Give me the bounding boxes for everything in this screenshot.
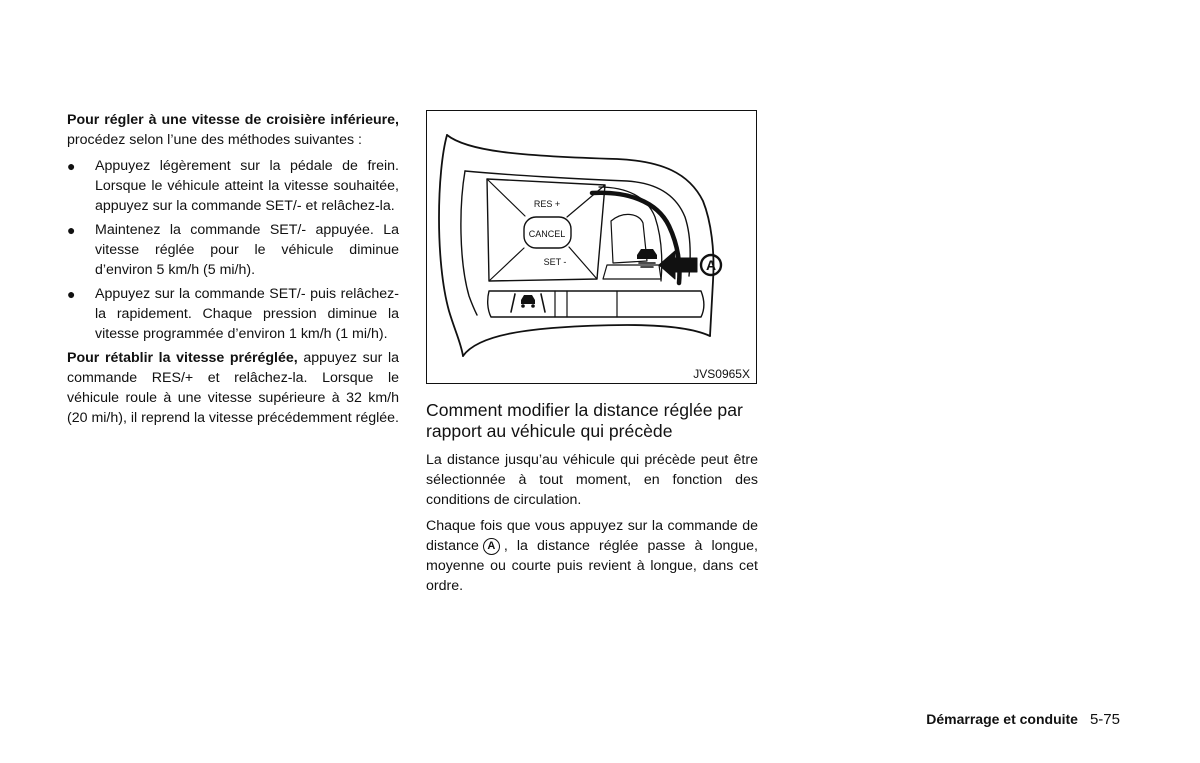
res-plus-label: RES + (533, 199, 561, 209)
list-item (67, 284, 399, 344)
footer-section-name: Démarrage et conduite (926, 711, 1078, 727)
resume-speed-text: appuyez sur la commande RES/+ et relâchez-la. Lorsque le véhicule roule à une vitesse supérieure à 32 km/h (20 mi/h), il reprend la vitesse précédemment réglée. (67, 350, 400, 426)
lower-speed-paragraph (67, 110, 399, 150)
bullet-icon: ● (67, 158, 76, 174)
distance-icon (637, 249, 657, 267)
steering-switch-figure (426, 110, 757, 384)
list-item-text: Maintenez la commande SET/- appuyée. La vitesse réglée pour le véhicule diminue d’environ 5 km/h (5 mi/h). (95, 222, 399, 278)
lower-speed-intro: procédez selon l’une des méthodes suivantes : (67, 132, 362, 148)
list-item (67, 156, 399, 216)
page-footer (820, 711, 1120, 728)
callout-a-label: A (705, 257, 717, 273)
distance-button-marker: A (483, 538, 500, 555)
method-list (67, 156, 399, 344)
set-minus-label: SET - (543, 257, 567, 267)
page-number: 5-75 (1089, 711, 1120, 728)
distance-paragraph-2 (426, 516, 758, 596)
steering-wheel-illustration (427, 111, 758, 385)
cancel-label: CANCEL (528, 229, 566, 239)
right-column (426, 400, 758, 602)
list-item-text: Appuyez sur la commande SET/- puis relâchez-la rapidement. Chaque pression diminue la vitesse programmée d’environ 1 km/h (1 mi/h). (95, 286, 399, 342)
left-column (67, 110, 399, 434)
list-item-text: Appuyez légèrement sur la pédale de frein. Lorsque le véhicule atteint la vitesse souhaitée, appuyez sur la commande SET/- et relâchez-la. (95, 158, 399, 214)
lower-speed-heading: Pour régler à une vitesse de croisière inférieure, (67, 112, 399, 128)
resume-speed-heading: Pour rétablir la vitesse préréglée, (67, 350, 298, 366)
distance-text-before: Chaque fois que vous appuyez sur la commande de distance (426, 518, 758, 554)
bullet-icon: ● (67, 222, 76, 238)
bullet-icon: ● (67, 286, 76, 302)
list-item (67, 220, 399, 280)
distance-paragraph-1: La distance jusqu’au véhicule qui précède peut être sélectionnée à tout moment, en fonction des conditions de circulation. (426, 452, 758, 508)
resume-speed-paragraph (67, 348, 399, 428)
distance-text-after: , la distance réglée passe à longue, moyenne ou courte puis revient à longue, dans cet ordre. (426, 538, 758, 594)
lane-assist-icon (511, 294, 545, 312)
section-title: Comment modifier la distance réglée par rapport au véhicule qui précède (426, 400, 743, 441)
figure-code: JVS0965X (693, 367, 750, 381)
